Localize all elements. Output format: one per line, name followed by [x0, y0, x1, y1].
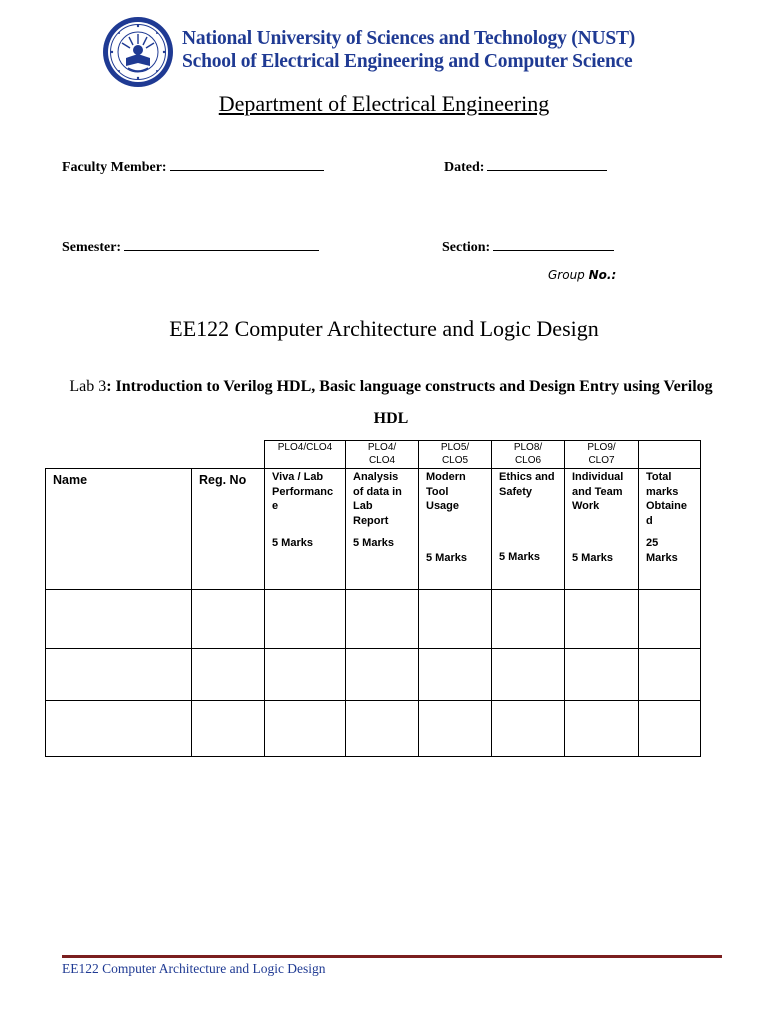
section-blank[interactable] — [493, 238, 614, 251]
criteria-cell: Viva / Lab Performanc e 5 Marks — [265, 469, 346, 590]
table-row — [46, 590, 701, 649]
semester-blank[interactable] — [124, 238, 319, 251]
plo-header-empty — [639, 441, 701, 469]
section-label: Section: — [442, 240, 491, 255]
dated-label: Dated: — [444, 160, 485, 175]
footer-rule — [62, 955, 722, 958]
plo-header: PLO8/ CLO6 — [492, 441, 565, 469]
plo-header: PLO9/ CLO7 — [565, 441, 639, 469]
criteria-cell: Ethics and Safety 5 Marks — [492, 469, 565, 590]
faculty-member-blank[interactable] — [170, 158, 324, 171]
section-field[interactable] — [442, 238, 614, 256]
university-name: National University of Sciences and Technology (NUST) — [182, 28, 636, 49]
semester-label: Semester: — [62, 240, 122, 255]
lab-title: Lab 3: Introduction to Verilog HDL, Basic language constructs and Design Entry using Verilog HDL — [69, 378, 713, 427]
table-row — [46, 701, 701, 757]
faculty-member-field[interactable] — [62, 158, 324, 176]
department-title: Department of Electrical Engineering — [218, 91, 550, 116]
table-row — [46, 649, 701, 701]
reg-no-header: Reg. No — [192, 469, 265, 590]
faculty-member-label: Faculty Member: — [62, 160, 167, 175]
school-name: School of Electrical Engineering and Computer Science — [182, 51, 633, 72]
criteria-cell: Individual and Team Work 5 Marks — [565, 469, 639, 590]
marks-table — [45, 440, 701, 757]
plo-header-row — [46, 441, 701, 469]
nust-logo — [102, 16, 174, 88]
criteria-header-row — [46, 469, 701, 590]
footer-text: EE122 Computer Architecture and Logic Design — [62, 961, 326, 976]
dated-blank[interactable] — [487, 158, 607, 171]
name-header: Name — [46, 469, 192, 590]
semester-field[interactable] — [62, 238, 319, 256]
plo-header: PLO4/CLO4 — [265, 441, 346, 469]
group-no-label: Group No.: — [548, 268, 617, 282]
criteria-cell: Modern Tool Usage 5 Marks — [419, 469, 492, 590]
plo-header: PLO5/ CLO5 — [419, 441, 492, 469]
course-title: EE122 Computer Architecture and Logic Design — [169, 316, 599, 341]
plo-header: PLO4/ CLO4 — [346, 441, 419, 469]
criteria-cell: Analysis of data in Lab Report 5 Marks — [346, 469, 419, 590]
dated-field[interactable] — [444, 158, 607, 176]
total-cell: Total marks Obtaine d 25 Marks — [639, 469, 701, 590]
